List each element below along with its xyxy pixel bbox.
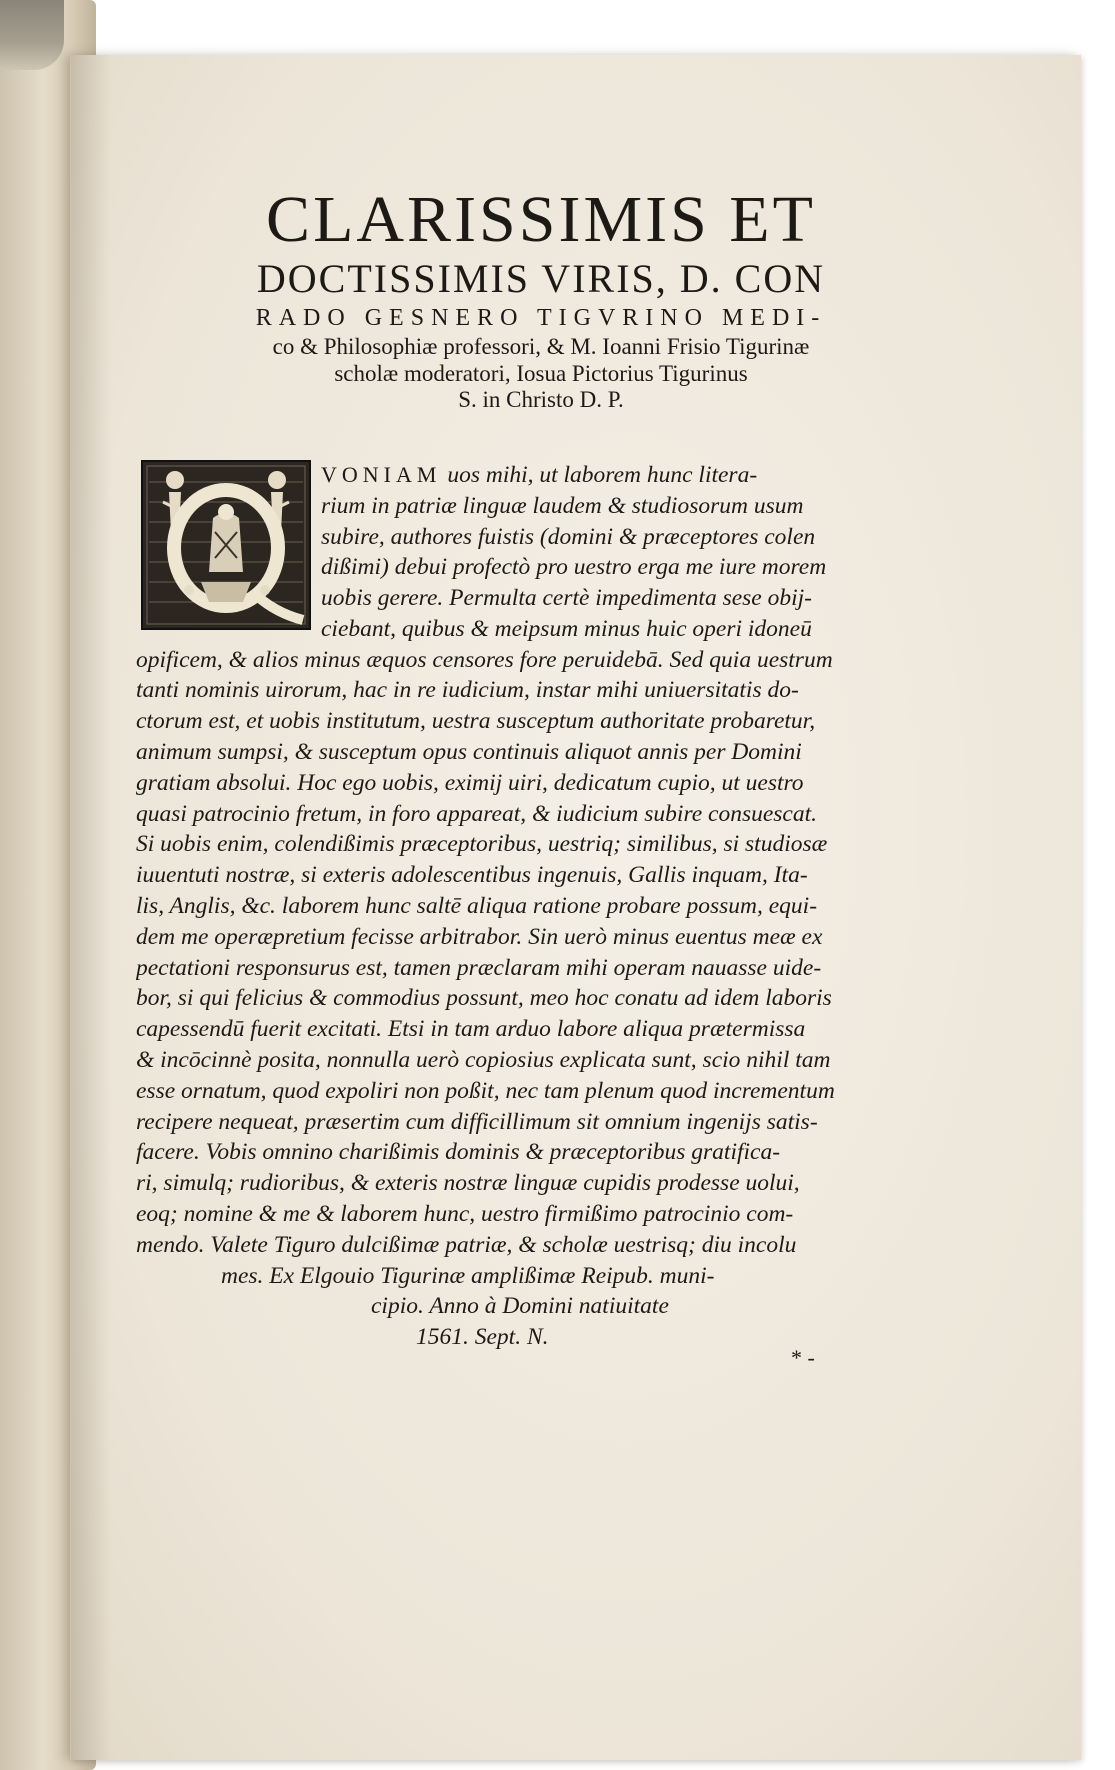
dedication-body [136,460,946,1353]
body-line: subire, authores fuistis (domini & præceptores colen [321,523,816,550]
body-line: iuuentuti nostræ, si exteris adolescentibus ingenuis, Gallis inquam, Ita- [136,862,808,889]
body-line: & incōcinnè posita, nonnulla uerò copiosius explicata sunt, scio nihil tam [136,1047,831,1074]
body-line: mendo. Valete Tiguro dulcißimæ patriæ, & scholæ uestrisq; diu incolu [136,1231,797,1258]
body-line: uobis gerere. Permulta certè impedimenta sese obij- [321,585,812,612]
title-line-5: scholæ moderatori, Iosua Pictorius Tigurinus [334,360,748,386]
body-line: dißimi) debui profectò pro uestro erga me iure morem [321,554,827,581]
closing-line-2: cipio. Anno à Domini natiuitate [371,1293,669,1320]
closing-date: 1561. Sept. N. [416,1324,549,1351]
book-spine-cap [0,0,64,70]
body-line: eoq; nomine & me & laborem hunc, uestro firmißimo patrocinio com- [136,1201,794,1228]
title-line-1: CLARISSIMIS ET [266,183,816,256]
title-line-2: DOCTISSIMIS VIRIS, D. CON [256,256,826,302]
first-line-rest: uos mihi, ut laborem hunc litera- [447,461,758,488]
woodcut-initial-q-icon [141,460,311,630]
body-line: ri, simulq; rudioribus, & exteris nostræ linguæ cupidis prodesse uolui, [136,1170,800,1197]
body-line: rium in patriæ linguæ laudem & studiosorum usum [321,492,804,519]
body-line: capessendū fuerit excitati. Etsi in tam arduo labore aliqua prætermissa [136,1016,806,1043]
body-line: tanti nominis uirorum, hac in re iudicium, instar mihi uniuersitatis do- [136,677,799,704]
body-line: ciebant, quibus & meipsum minus huic operi idoneū [321,615,812,642]
body-line: animum sumpsi, & susceptum opus continuis aliquot annis per Domini [136,739,802,766]
body-line: dem me operæpretium fecisse arbitrabor. Sin uerò minus euentus meæ ex [136,923,823,950]
body-line: esse ornatum, quod expoliri non poßit, nec tam plenum quod incrementum [136,1077,835,1104]
title-line-4: co & Philosophiæ professori, & M. Ioanni Frisio Tigurinæ [272,334,810,360]
dedication-text [136,183,946,1370]
title-line-3: RADO GESNERO TIGVRINO MEDI- [255,305,827,332]
body-line: recipere nequeat, præsertim cum difficillimum sit omnium ingenijs satis- [136,1108,818,1135]
title-line-6: S. in Christo D. P. [458,386,624,412]
body-line: bor, si qui felicius & commodius possunt, meo hoc conatu ad idem laboris [136,985,832,1012]
body-line: quasi patrocinio fretum, in foro appareat, & iudicium subire consuescat. [136,800,818,827]
body-line: opificem, & alios minus æquos censores fore peruidebā. Sed quia uestrum [136,646,833,673]
body-line: Si uobis enim, colendißimis præceptoribus, uestriq; similibus, si studiosæ [136,831,828,858]
body-line: gratiam absolui. Hoc ego uobis, eximij uiri, dedicatum cupio, ut uestro [136,769,804,796]
body-line: lis, Anglis, &c. laborem hunc saltē aliqua ratione probare possum, equi- [136,893,818,920]
first-word: VONIAM [321,461,442,487]
body-line: facere. Vobis omnino charißimis dominis & præceptoribus gratifica- [136,1139,781,1166]
body-line: pectationi responsurus est, tamen præclaram mihi operam nauasse uide- [136,954,822,981]
closing-line-1: mes. Ex Elgouio Tigurinæ amplißimæ Reipub. muni- [221,1262,715,1289]
body-line: ctorum est, et uobis institutum, uestra susceptum authoritate probaretur, [136,708,816,735]
book-page [70,55,1081,1760]
ornament-mark: * - [791,1345,815,1370]
page-gutter-shadow [71,55,111,1760]
